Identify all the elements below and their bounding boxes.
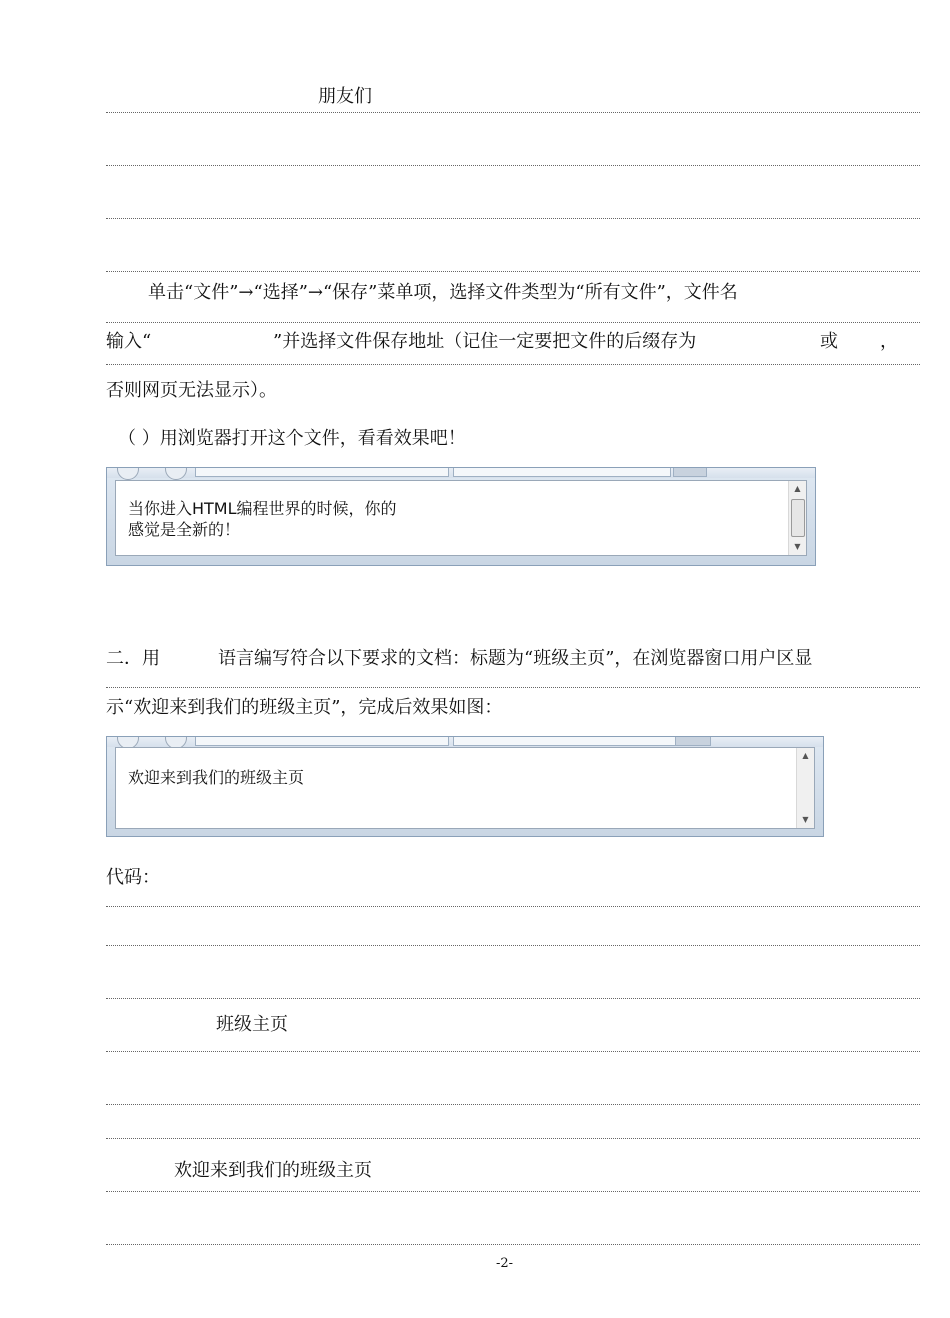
code-label: 代码：	[106, 867, 160, 888]
text-segment: 二．用	[106, 648, 160, 669]
text-segment: 输入“	[106, 331, 152, 352]
friends-text: 朋友们	[318, 86, 372, 107]
scroll-thumb	[791, 499, 805, 537]
text-segment: 或	[820, 331, 838, 352]
paragraph-save-line1: 单击“文件”→“选择”→“保存”菜单项，选择文件类型为“所有文件”，文件名	[148, 282, 738, 303]
browser-screenshot-1	[106, 467, 816, 566]
answer-line	[106, 112, 920, 113]
text-segment: ”并选择文件保存地址（记住一定要把文件的后缀存为	[273, 331, 697, 352]
browser-screenshot-2	[106, 736, 824, 837]
answer-line	[106, 1138, 920, 1139]
answer-line	[106, 322, 920, 323]
scrollbar	[788, 481, 806, 555]
paragraph-save-line3: 否则网页无法显示）。	[106, 380, 277, 401]
answer-line	[106, 1051, 920, 1052]
answer-line	[106, 271, 920, 272]
browser-tab	[453, 737, 677, 746]
page-number: -2-	[496, 1256, 514, 1271]
question-2-line2: 示“欢迎来到我们的班级主页”，完成后效果如图：	[106, 697, 503, 718]
answer-line	[106, 1191, 920, 1192]
scroll-down-arrow-icon: ▼	[802, 815, 809, 824]
address-bar	[195, 468, 449, 477]
answer-line	[106, 1104, 920, 1105]
answer-line	[106, 165, 920, 166]
code-body-line: 欢迎来到我们的班级主页	[174, 1160, 372, 1181]
address-bar	[195, 737, 449, 746]
browser-toolbar	[107, 737, 823, 747]
back-button	[117, 467, 139, 480]
answer-line	[106, 906, 920, 907]
browser-tab	[453, 468, 671, 477]
answer-line	[106, 1244, 920, 1245]
step-text: （ ）用浏览器打开这个文件，看看效果吧！	[118, 428, 466, 449]
text-segment: 语言编写符合以下要求的文档：标题为“班级主页”，在浏览器窗口用户区显	[218, 648, 813, 669]
code-title-line: 班级主页	[216, 1014, 288, 1035]
answer-line	[106, 945, 920, 946]
scroll-down-arrow-icon: ▼	[794, 542, 801, 551]
scroll-up-arrow-icon: ▲	[794, 484, 801, 493]
browser-page-text: 欢迎来到我们的班级主页	[128, 768, 305, 787]
scroll-up-arrow-icon: ▲	[802, 751, 809, 760]
text-segment: ，	[880, 331, 898, 352]
forward-button	[165, 467, 187, 480]
browser-toolbar	[107, 468, 815, 478]
answer-line	[106, 218, 920, 219]
browser-page-text: 当你进入HTML编程世界的时候，你的 感觉是全新的！	[128, 499, 397, 539]
browser-client-area	[115, 480, 807, 556]
browser-client-area	[115, 747, 815, 829]
answer-line	[106, 687, 920, 688]
new-tab-stub	[673, 468, 707, 477]
answer-line	[106, 998, 920, 999]
answer-line	[106, 364, 920, 365]
scrollbar	[796, 748, 814, 828]
new-tab-stub	[675, 737, 711, 746]
